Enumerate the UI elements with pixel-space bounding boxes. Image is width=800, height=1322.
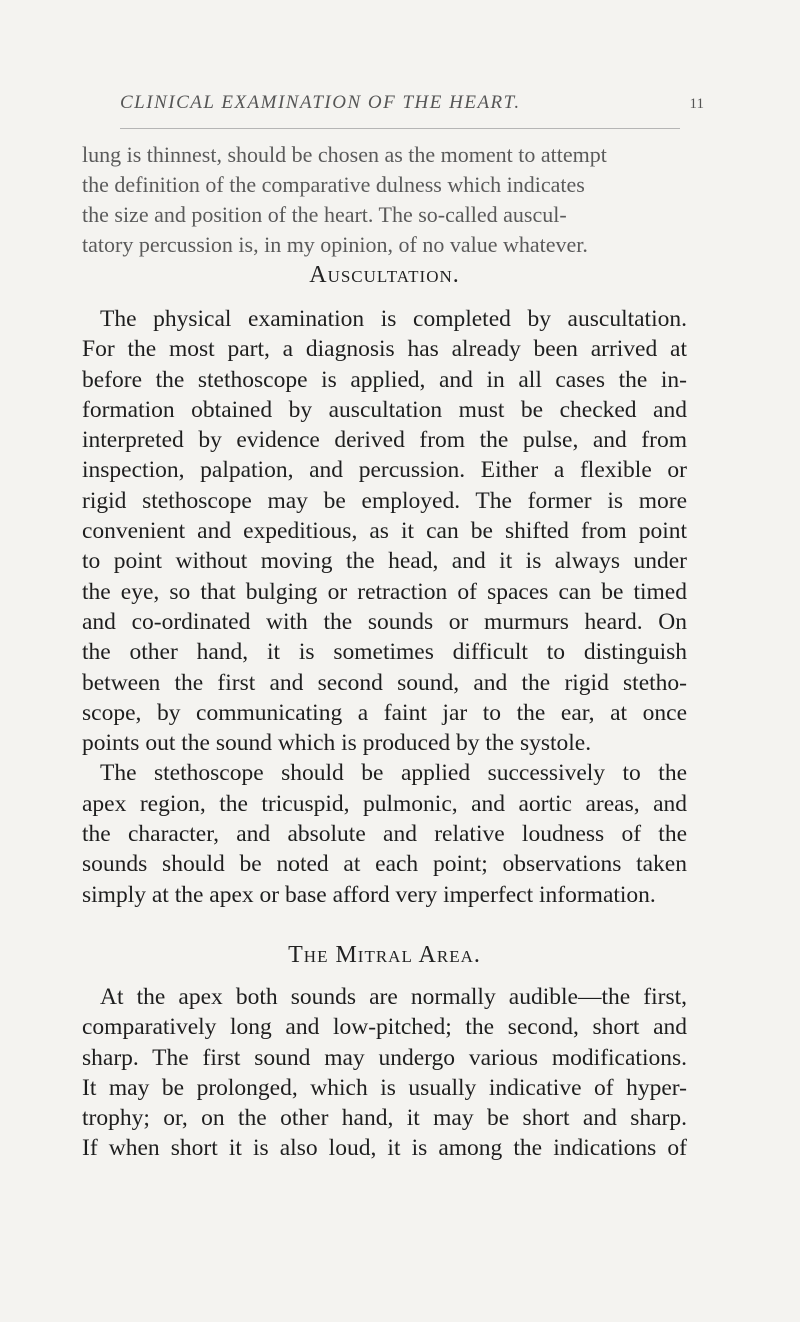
text-line: interpreted by evidence derived from the pulse, and from	[82, 427, 687, 454]
running-title: CLINICAL EXAMINATION OF THE HEART.	[120, 92, 521, 113]
section-heading-mitral-area: The Mitral Area.	[288, 942, 481, 968]
text-line: tatory percussion is, in my opinion, of no value whatever.	[82, 232, 588, 257]
text-line: formation obtained by auscultation must be checked and	[82, 396, 687, 423]
text-line: between the first and second sound, and the rigid stetho-	[82, 669, 687, 696]
text-line: If when short it is also loud, it is among the indications of	[82, 1135, 687, 1162]
text-line: the definition of the comparative dulness which indicates	[82, 172, 585, 197]
page-number: 11	[689, 96, 704, 112]
text-line: before the stethoscope is applied, and in all cases the in-	[82, 366, 687, 393]
text-line: At the apex both sounds are normally audible—the first,	[100, 984, 687, 1010]
text-line: apex region, the tricuspid, pulmonic, and aortic areas, and	[82, 790, 687, 817]
text-line: rigid stethoscope may be employed. The former is more	[82, 487, 687, 514]
text-line: For the most part, a diagnosis has already been arrived at	[82, 336, 687, 363]
text-line: sharp. The first sound may undergo various modifications.	[82, 1044, 687, 1071]
text-line: simply at the apex or base afford very imperfect information.	[82, 881, 656, 908]
text-line: It may be prolonged, which is usually indicative of hyper-	[82, 1074, 687, 1101]
header-rule	[120, 128, 680, 129]
section-body-auscultation	[82, 304, 687, 910]
text-line: lung is thinnest, should be chosen as the moment to attempt	[82, 142, 607, 167]
text-line: the character, and absolute and relative loudness of the	[82, 821, 687, 848]
text-line: the eye, so that bulging or retraction of spaces can be timed	[82, 578, 687, 605]
text-line: scope, by communicating a faint jar to the ear, at once	[82, 699, 687, 726]
text-line: comparatively long and low-pitched; the second, short and	[82, 1014, 687, 1041]
text-line: convenient and expeditious, as it can be shifted from point	[82, 518, 687, 545]
text-line: sounds should be noted at each point; observations taken	[82, 851, 687, 878]
text-line: inspection, palpation, and percussion. Either a flexible or	[82, 457, 687, 484]
text-line: The physical examination is completed by auscultation.	[100, 306, 687, 332]
intro-paragraph	[82, 140, 692, 260]
text-line: points out the sound which is produced by the systole.	[82, 730, 592, 757]
text-line: and co-ordinated with the sounds or murmurs heard. On	[82, 608, 687, 635]
running-header	[120, 92, 704, 114]
section-heading-auscultation: Auscultation.	[309, 262, 460, 288]
text-line: trophy; or, on the other hand, it may be short and sharp.	[82, 1105, 687, 1132]
text-line: the other hand, it is sometimes difficult to distinguish	[82, 639, 687, 666]
text-line: The stethoscope should be applied successively to the	[100, 760, 687, 787]
text-line: the size and position of the heart. The so-called auscul-	[82, 202, 567, 227]
text-line: to point without moving the head, and it is always under	[82, 548, 687, 575]
section-body-mitral-area	[82, 982, 687, 1164]
